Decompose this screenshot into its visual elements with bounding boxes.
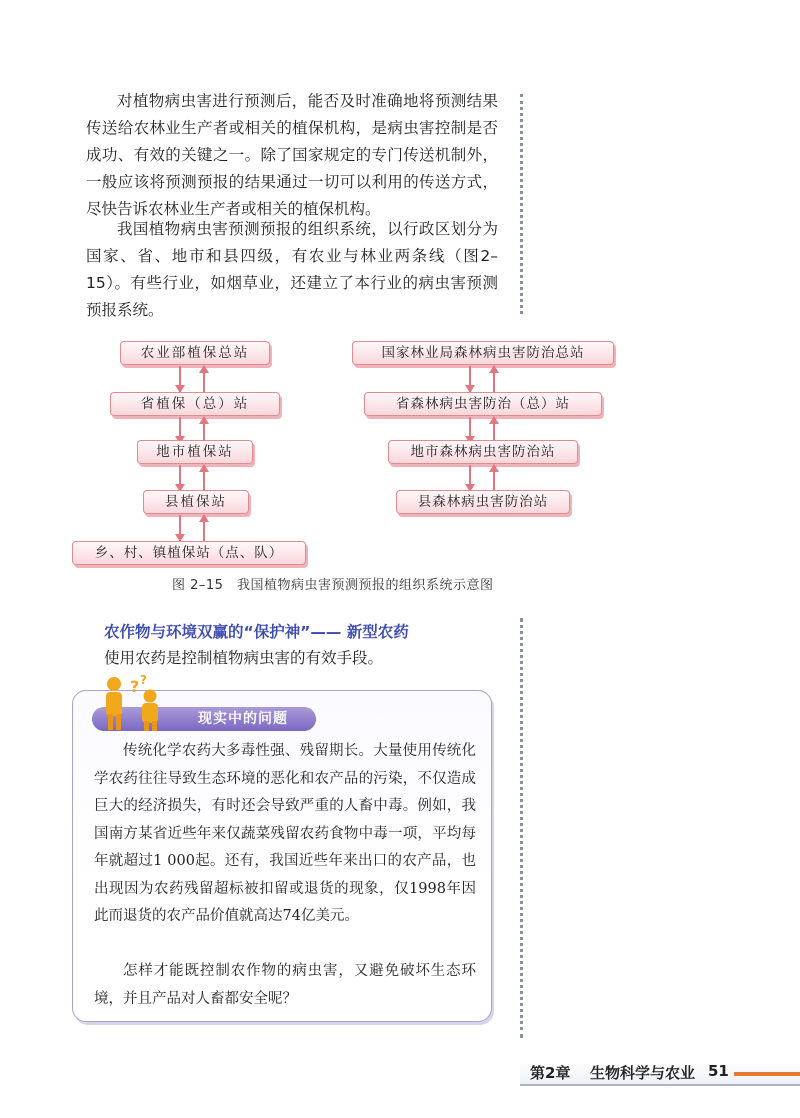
figure-caption: 图 2–15 我国植物病虫害预测预报的组织系统示意图 <box>172 578 494 593</box>
svg-text:?: ? <box>130 677 140 696</box>
section-heading: 农作物与环境双赢的“保护神”—— 新型农药 <box>104 623 409 641</box>
down-arrow-icon <box>469 465 471 491</box>
up-arrow-icon <box>203 366 205 392</box>
up-arrow-icon <box>203 515 205 541</box>
agri-box-county: 县植保站 <box>143 490 249 514</box>
footer-accent <box>734 1072 800 1076</box>
forest-box-city: 地市森林病虫害防治站 <box>388 440 578 464</box>
agri-box-city: 地市植保站 <box>137 440 253 464</box>
down-arrow-icon <box>179 515 181 541</box>
reality-paragraph-2: 怎样才能既控制农作物的病虫害，又避免破坏生态环境，并且产品对人畜都安全呢？ <box>94 963 476 1007</box>
body-paragraph-2: 我国植物病虫害预测预报的组织系统，以行政区划分为国家、省、地市和县四级，有农业与林业两条线（图2–15）。有些行业，如烟草业，还建立了本行业的病虫害预测预报系统。 <box>86 220 498 319</box>
down-arrow-icon <box>469 366 471 392</box>
agri-box-national: 农业部植保总站 <box>120 341 270 365</box>
down-arrow-icon <box>179 366 181 392</box>
down-arrow-icon <box>179 465 181 491</box>
forest-box-province: 省森林病虫害防治（总）站 <box>364 392 602 416</box>
thinking-people-icon <box>100 672 170 732</box>
section-intro: 使用农药是控制植物病虫害的有效手段。 <box>104 649 384 667</box>
footer-chapter: 第2章 <box>530 1064 571 1082</box>
svg-text:?: ? <box>140 673 147 687</box>
agri-box-township: 乡、村、镇植保站（点、队） <box>72 541 306 565</box>
reality-box-title: 现实中的问题 <box>198 711 288 727</box>
footer-rule <box>520 1084 800 1086</box>
footer-subject: 生物科学与农业 <box>590 1064 696 1082</box>
up-arrow-icon <box>493 465 495 491</box>
up-arrow-icon <box>203 465 205 491</box>
reality-paragraph-1: 传统化学农药大多毒性强、残留期长。大量使用传统化学农药往往导致生态环境的恶化和农产品的污染，不仅造成巨大的经济损失，有时还会导致严重的人畜中毒。例如，我国南方某省近些年来仅蔬菜残留农药食物中毒一项，平均每年就超过1 000起。还有，我国近些年来出口的农产品，也出现因为农药残留超标被扣留或退货的现象，仅1998年因此而退货的农产品价值就高达74亿美元。 <box>94 743 476 924</box>
margin-dotted-line <box>520 618 523 1038</box>
body-paragraph-1: 对植物病虫害进行预测后，能否及时准确地将预测结果传送给农林业生产者或相关的植保机构，是病虫害控制是否成功、有效的关键之一。除了国家规定的专门传送机制外，一般应该将预测预报的结果通过一切可以利用的传送方式，尽快告诉农林业生产者或相关的植保机构。 <box>86 92 498 218</box>
up-arrow-icon <box>493 366 495 392</box>
forest-box-national: 国家林业局森林病虫害防治总站 <box>352 341 614 365</box>
page-number: 51 <box>708 1062 729 1080</box>
margin-dotted-line <box>520 94 523 314</box>
agri-box-province: 省植保（总）站 <box>110 392 280 416</box>
forest-box-county: 县森林病虫害防治站 <box>396 490 570 514</box>
